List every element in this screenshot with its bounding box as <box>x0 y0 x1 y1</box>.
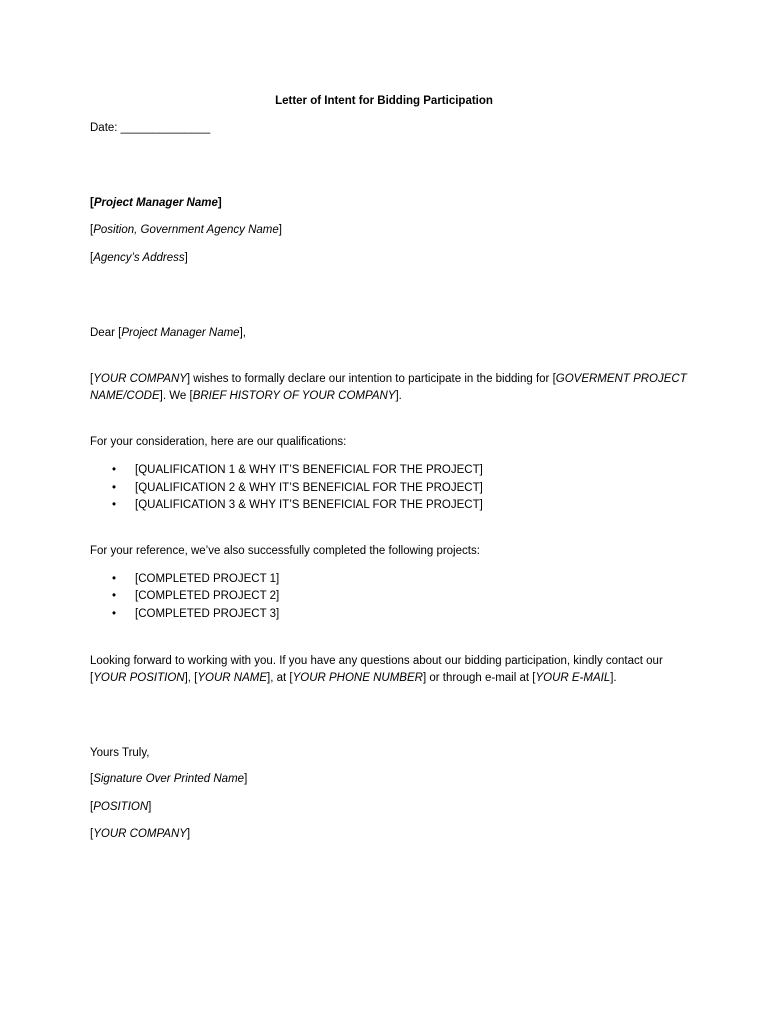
sign-off: Yours Truly, <box>90 747 150 759</box>
recipient-name: [Project Manager Name] <box>90 197 222 209</box>
bullet-dot: • <box>112 464 117 476</box>
closing-line-2: [YOUR POSITION], [YOUR NAME], at [YOUR PHONE NUMBER] or through e-mail at [YOUR E-MAIL]. <box>90 672 617 684</box>
intro-line-1: [YOUR COMPANY] wishes to formally declare our intention to participate in the bidding for [GOVERMENT PROJECT <box>90 373 687 385</box>
qualification-item: [QUALIFICATION 1 & WHY IT’S BENEFICIAL FOR THE PROJECT] <box>135 464 483 476</box>
qualification-item: [QUALIFICATION 3 & WHY IT’S BENEFICIAL FOR THE PROJECT] <box>135 499 483 511</box>
recipient-address: [Agency’s Address] <box>90 252 188 264</box>
qualification-item: [QUALIFICATION 2 & WHY IT’S BENEFICIAL FOR THE PROJECT] <box>135 482 483 494</box>
project-item: [COMPLETED PROJECT 2] <box>135 590 280 602</box>
signature-line: [Signature Over Printed Name] <box>90 773 248 785</box>
date-line: Date: ______________ <box>90 122 211 134</box>
salutation: Dear [Project Manager Name], <box>90 327 246 339</box>
project-item: [COMPLETED PROJECT 1] <box>135 573 280 585</box>
intro-line-2: NAME/CODE]. We [BRIEF HISTORY OF YOUR COMPANY]. <box>90 390 402 402</box>
recipient-position: [Position, Government Agency Name] <box>90 224 282 236</box>
bullet-dot: • <box>112 590 117 602</box>
signer-position: [POSITION] <box>90 801 152 813</box>
qualifications-intro: For your consideration, here are our qualifications: <box>90 436 347 448</box>
bullet-dot: • <box>112 499 117 511</box>
project-item: [COMPLETED PROJECT 3] <box>135 608 280 620</box>
closing-line-1: Looking forward to working with you. If you have any questions about our bidding participation, kindly contact our <box>90 655 663 667</box>
signer-company: [YOUR COMPANY] <box>90 828 191 840</box>
letter-title: Letter of Intent for Bidding Participation <box>275 95 493 107</box>
projects-intro: For your reference, we’ve also successfully completed the following projects: <box>90 545 480 557</box>
bullet-dot: • <box>112 482 117 494</box>
bullet-dot: • <box>112 573 117 585</box>
bullet-dot: • <box>112 608 117 620</box>
